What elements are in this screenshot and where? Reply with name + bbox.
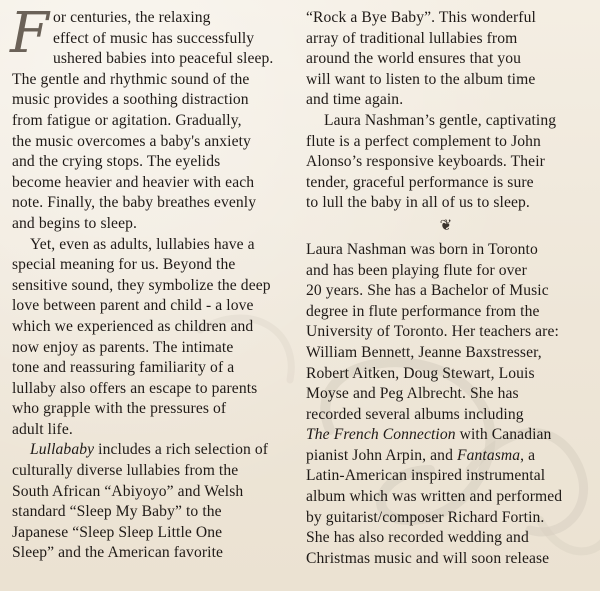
biography-paragraph	[306, 240, 586, 570]
text-line: and the crying stops. The eyelids	[12, 153, 221, 171]
text-line: special meaning for us. Beyond the	[12, 256, 236, 274]
text-line: album which was written and performed	[306, 488, 563, 506]
text-line: and has been playing flute for over	[306, 261, 527, 279]
text-line: Robert Aitken, Doug Stewart, Louis	[306, 364, 535, 382]
text-line: culturally diverse lullabies from the	[12, 462, 239, 480]
text-line: Moyse and Peg Albrecht. She has	[306, 385, 519, 403]
text-line: 20 years. She has a Bachelor of Music	[306, 282, 549, 300]
intro-paragraph	[10, 1, 288, 235]
text-line: now enjoy as parents. The intimate	[12, 338, 234, 356]
text-line: Japanese “Sleep Sleep Little One	[12, 523, 223, 541]
text-line: adult life.	[12, 420, 73, 438]
text-line: Christmas music and will soon release	[306, 549, 550, 567]
text-line: standard “Sleep My Baby” to the	[12, 503, 222, 521]
text-line	[306, 446, 586, 467]
adults-paragraph	[12, 235, 288, 441]
text-line: degree in flute performance from the	[306, 302, 540, 320]
text-line	[12, 440, 288, 461]
continuation-paragraph	[306, 8, 586, 111]
text-line: “Rock a Bye Baby”. This wonderful	[306, 9, 536, 26]
text-line: effect of music has successfully	[52, 29, 255, 47]
fleuron-ornament-icon: ❦	[439, 217, 453, 234]
text-line: ushered babies into peaceful sleep.	[52, 50, 274, 68]
text-line: Yet, even as adults, lullabies have a	[30, 235, 255, 253]
text-line: from fatigue or agitation. Gradually,	[12, 111, 242, 129]
album-title-lullababy: Lullababy	[30, 441, 95, 459]
text-line: by guitarist/composer Richard Fortin.	[306, 508, 545, 526]
text-line: to lull the baby in all of us to sleep.	[306, 194, 530, 212]
text-line: who grapple with the pressures of	[12, 400, 227, 418]
text-line: the music overcomes a baby's anxiety	[12, 132, 251, 150]
text-fragment: , a	[520, 446, 536, 464]
dropcap-letter: F	[10, 1, 49, 66]
text-line: recorded several albums including	[306, 405, 524, 423]
text-line: note. Finally, the baby breathes evenly	[12, 194, 257, 212]
text-line: Laura Nashman’s gentle, captivating	[324, 111, 557, 129]
text-line: around the world ensures that you	[306, 50, 522, 68]
text-line: lullaby also offers an escape to parents	[12, 379, 258, 397]
text-line: tender, graceful performance is sure	[306, 173, 534, 191]
text-line: or centuries, the relaxing	[52, 9, 211, 26]
text-line: array of traditional lullabies from	[306, 29, 518, 47]
text-line: and time again.	[306, 91, 404, 109]
selection-paragraph	[12, 440, 288, 564]
text-line: University of Toronto. Her teachers are:	[306, 323, 559, 341]
text-line: love between parent and child - a love	[12, 297, 254, 315]
text-line: Laura Nashman was born in Toronto	[306, 240, 538, 258]
text-line: will want to listen to the album time	[306, 70, 536, 88]
album-title-fantasma: Fantasma	[456, 446, 521, 464]
text-fragment: includes a rich selection of	[94, 441, 269, 459]
text-line: flute is a perfect complement to John	[306, 132, 541, 150]
text-line: Latin-American inspired instrumental	[306, 467, 546, 485]
right-column	[306, 8, 586, 569]
text-line: which we experienced as children and	[12, 317, 254, 335]
text-line: and begins to sleep.	[12, 214, 137, 232]
text-line: William Bennett, Jeanne Baxstresser,	[306, 343, 542, 361]
performers-paragraph	[306, 111, 586, 214]
text-line: South African “Abiyoyo” and Welsh	[12, 482, 244, 500]
text-line: music provides a soothing distraction	[12, 91, 249, 109]
text-line: become heavier and heavier with each	[12, 173, 255, 191]
text-line: sensitive sound, they symbolize the deep	[12, 276, 271, 294]
text-fragment: pianist John Arpin, and	[306, 446, 457, 464]
text-line: tone and reassuring familiarity of a	[12, 359, 235, 377]
text-line: Sleep” and the American favorite	[12, 544, 224, 562]
text-line: She has also recorded wedding and	[306, 529, 529, 547]
text-line: Alonso’s responsive keyboards. Their	[306, 153, 545, 171]
text-line: The gentle and rhythmic sound of the	[12, 70, 250, 88]
text-line	[306, 425, 586, 446]
left-column	[10, 1, 288, 564]
text-fragment: with Canadian	[455, 426, 552, 444]
album-title-french-connection: The French Connection	[306, 426, 456, 444]
